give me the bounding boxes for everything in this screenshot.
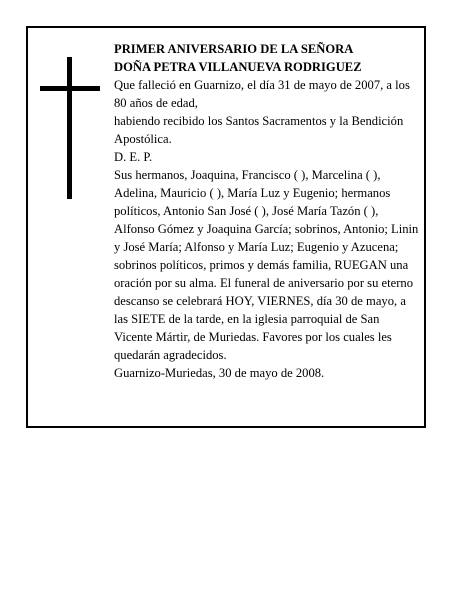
- sacraments-paragraph: habiendo recibido los Santos Sacramentos y la Bendición Apostólica.: [114, 114, 404, 146]
- cross-vertical-bar: [67, 57, 72, 199]
- place-date-line: Guarnizo-Muriedas, 30 de mayo de 2008.: [114, 366, 325, 380]
- family-paragraph: Sus hermanos, Joaquina, Francisco ( ), Marcelina ( ), Adelina, Mauricio ( ), María Luz y Eugenio; hermanos políticos, Antonio San José ( ), José María Tazón ( ), Alfonso Gómez y Joaquina García; sobrinos, Antonio; Linin y José María; Alfonso y María Luz; Eugenio y Azucena; sobrinos políticos, primos y demás familia, RUEGAN una oración por su alma. El funeral de aniversario por su eterno descanso se celebrará HOY, VIERNES, día 30 de mayo, a las SIETE de la tarde, en la iglesia parroquial de San Vicente Mártir, de Muriedas. Favores por los cuales les quedarán agradecidos.: [114, 168, 419, 362]
- cross-horizontal-bar: [40, 86, 100, 91]
- notice-heading-line-2: DOÑA PETRA VILLANUEVA RODRIGUEZ: [114, 60, 362, 74]
- death-date-paragraph: Que falleció en Guarnizo, el día 31 de mayo de 2007, a los 80 años de edad,: [114, 78, 410, 110]
- dep-line: D. E. P.: [114, 150, 153, 164]
- notice-heading-line-1: PRIMER ANIVERSARIO DE LA SEÑORA: [114, 42, 354, 56]
- obituary-notice-frame: [26, 26, 426, 428]
- notice-text: [114, 40, 420, 382]
- cross-icon: [40, 57, 100, 199]
